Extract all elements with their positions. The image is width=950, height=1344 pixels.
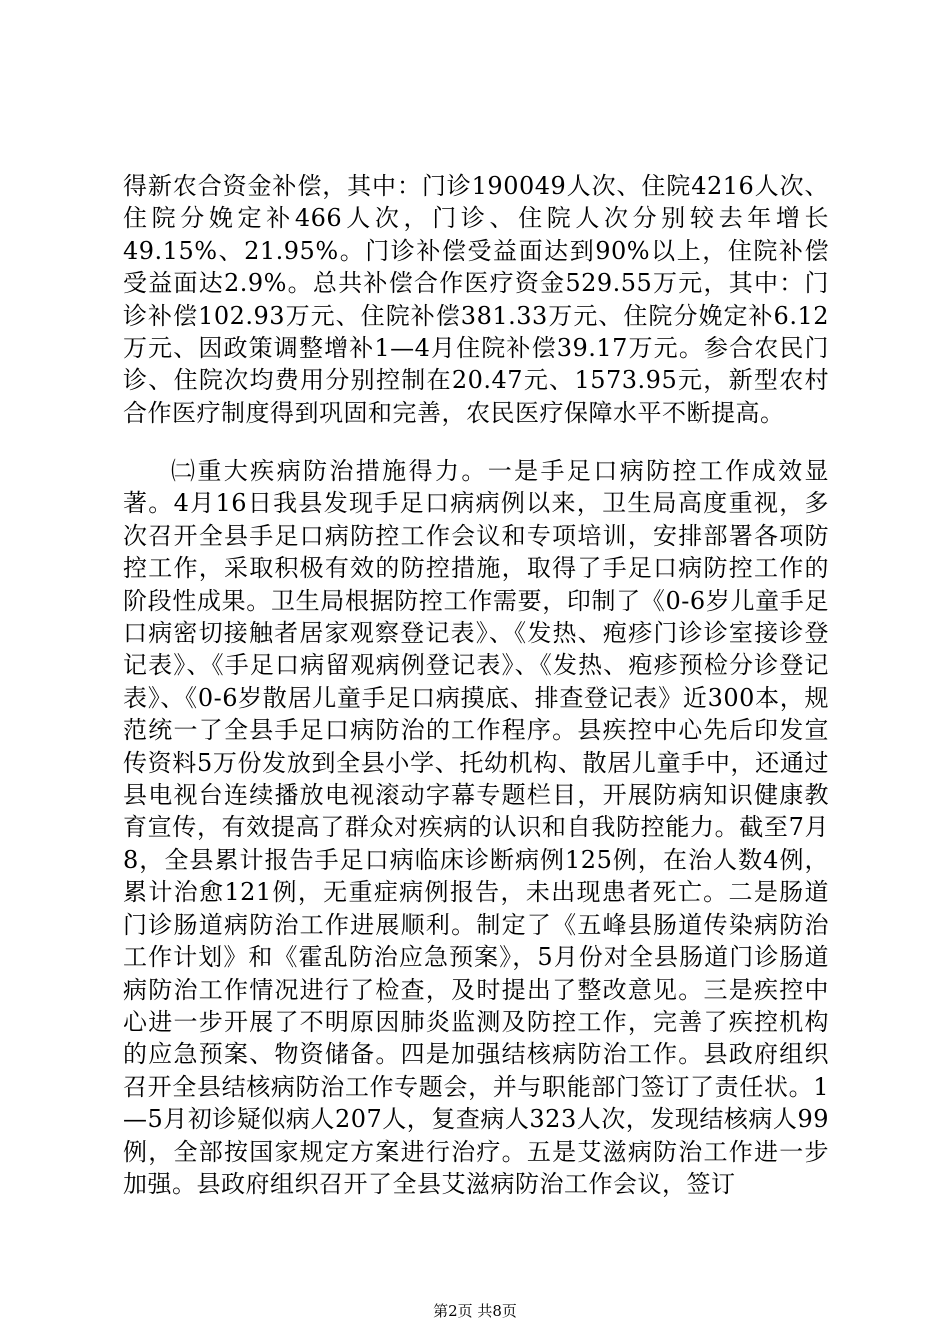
body-paragraph-1: 得新农合资金补偿，其中：门诊190049人次、住院4216人次、住院分娩定补466人次，门诊、住院人次分别较去年增长49.15%、21.95%。门诊补偿受益面达到90%以上，住院补偿受益面达2.9%。总共补偿合作医疗资金529.55万元，其中：门诊补偿102.93万元、住院补偿381.33万元、住院分娩定补6.12万元、因政策调整增补1—4月住院补偿39.17万元。参合农民门诊、住院次均费用分别控制在20.47元、1573.95元，新型农村合作医疗制度得到巩固和完善，农民医疗保障水平不断提高。 [123, 172, 829, 427]
body-paragraph-2: ㈡重大疾病防治措施得力。一是手足口病防控工作成效显著。4月16日我县发现手足口病病例以来，卫生局高度重视，多次召开全县手足口病防控工作会议和专项培训，安排部署各项防控工作，采取积极有效的防控措施，取得了手足口病防控工作的阶段性成果。卫生局根据防控工作需要，印制了《0-6岁儿童手足口病密切接触者居家观察登记表》、《发热、疱疹门诊诊室接诊登记表》、《手足口病留观病例登记表》、《发热、疱疹预检分诊登记表》、《0-6岁散居儿童手足口病摸底、排查登记表》近300本，规范统一了全县手足口病防治的工作程序。县疾控中心先后印发宣传资料5万份发放到全县小学、托幼机构、散居儿童手中，还通过县电视台连续播放电视滚动字幕专题栏目，开展防病知识健康教育宣传，有效提高了群众对疾病的认识和自我防控能力。截至7月8，全县累计报告手足口病临床诊断病例125例，在治人数4例，累计治愈121例，无重症病例报告，未出现患者死亡。二是肠道门诊肠道病防治工作进展顺利。制定了《五峰县肠道传染病防治工作计划》和《霍乱防治应急预案》，5月份对全县肠道门诊肠道病防治工作情况进行了检查，及时提出了整改意见。三是疾控中心进一步开展了不明原因肺炎监测及防控工作，完善了疾控机构的应急预案、物资储备。四是加强结核病防治工作。县政府组织召开全县结核病防治工作专题会，并与职能部门签订了责任状。1—5月初诊疑似病人207人，复查病人323人次，发现结核病人99例，全部按国家规定方案进行治疗。五是艾滋病防治工作进一步加强。县政府组织召开了全县艾滋病防治工作会议，签订 [123, 457, 829, 1198]
page-footer: 第2页 共8页 [433, 1302, 517, 1320]
